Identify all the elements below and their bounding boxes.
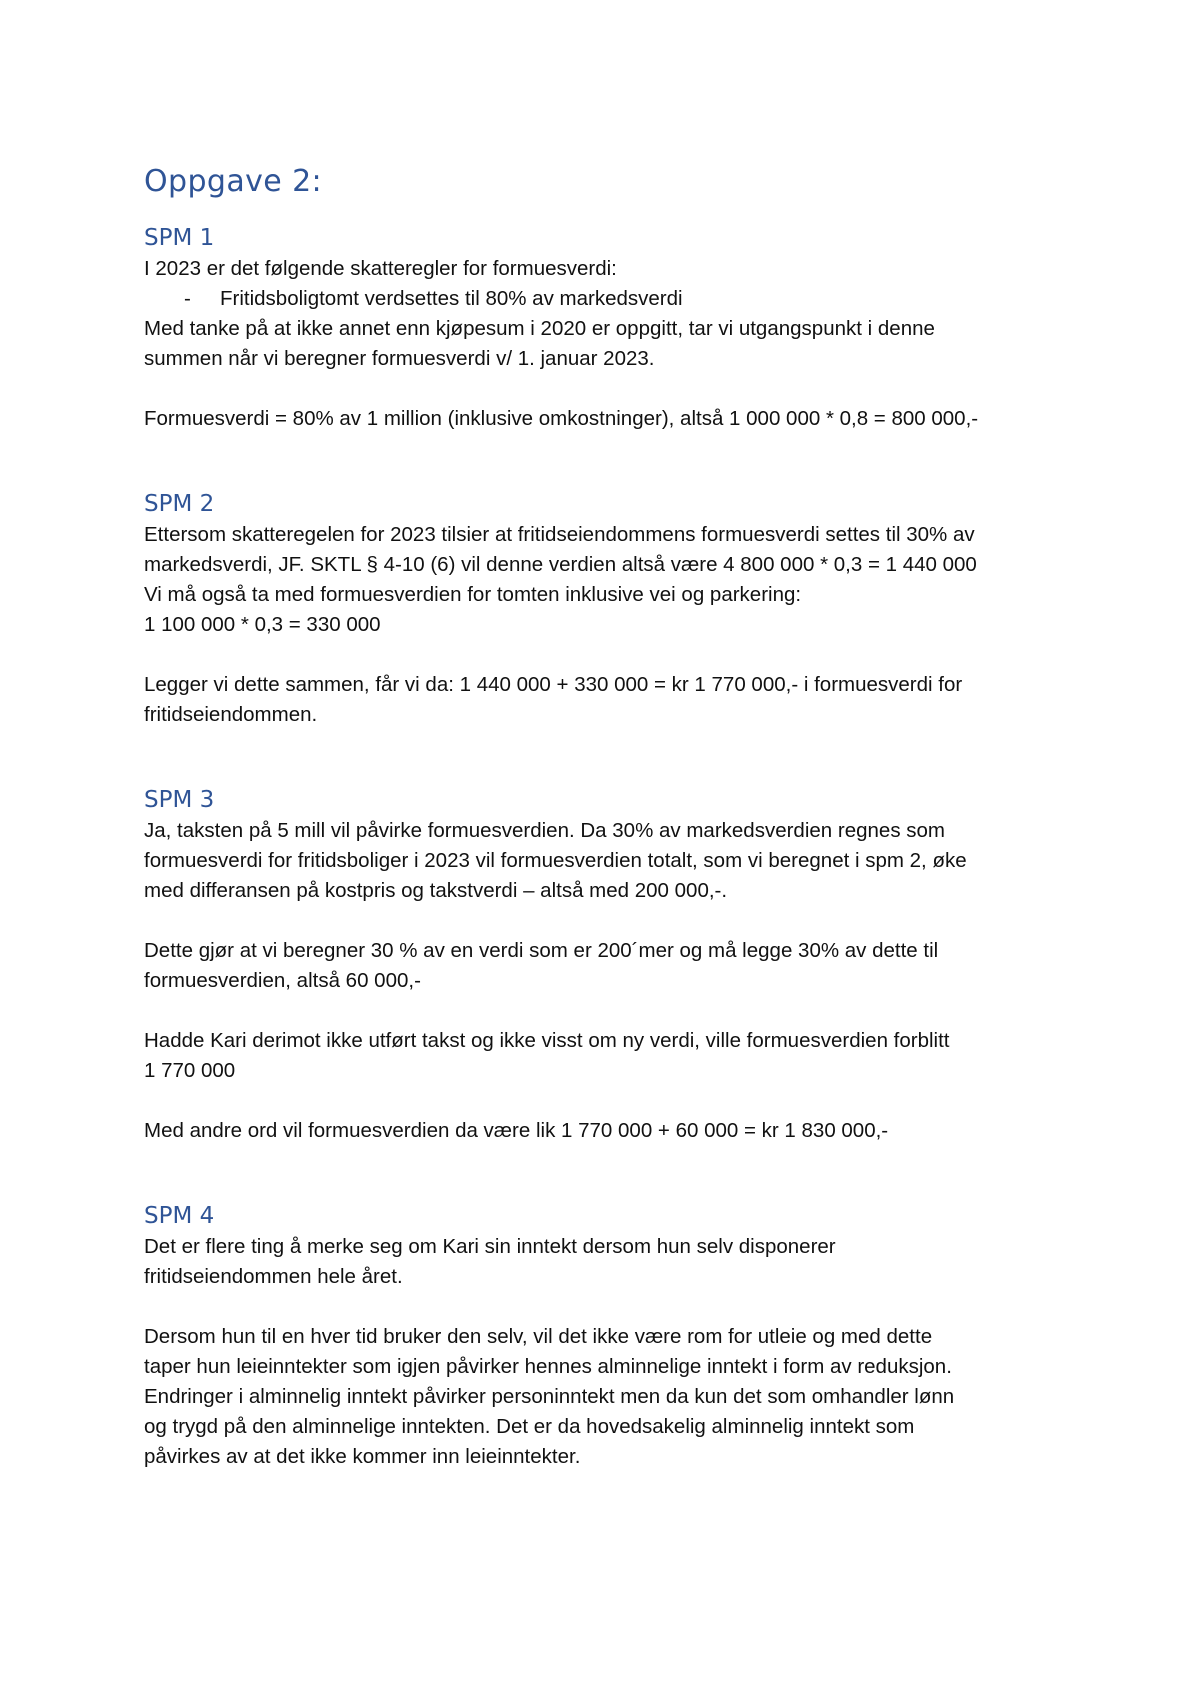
paragraph-line: Det er flere ting å merke seg om Kari sin inntekt dersom hun selv disponerer — [144, 1235, 836, 1258]
paragraph-line: Ja, taksten på 5 mill vil påvirke formuesverdien. Da 30% av markedsverdien regnes som — [144, 819, 945, 842]
paragraph-line: formuesverdi for fritidsboliger i 2023 vil formuesverdien totalt, som vi beregnet i spm 2, øke — [144, 849, 967, 872]
list-item-text: Fritidsboligtomt verdsettes til 80% av markedsverdi — [220, 287, 683, 310]
page-title: Oppgave 2: — [144, 164, 323, 199]
paragraph-line: Vi må også ta med formuesverdien for tomten inklusive vei og parkering: — [144, 583, 802, 606]
document-body — [144, 160, 1054, 1472]
bullet-dash: - — [184, 287, 191, 310]
paragraph-line: 1 100 000 * 0,3 = 330 000 — [144, 613, 381, 636]
paragraph-line: Endringer i alminnelig inntekt påvirker personinntekt men da kun det som omhandler lønn — [144, 1385, 955, 1408]
paragraph-line: fritidseiendommen. — [144, 703, 318, 726]
paragraph-line: formuesverdien, altså 60 000,- — [144, 969, 421, 992]
section-heading: SPM 3 — [144, 787, 215, 813]
paragraph-line: Formuesverdi = 80% av 1 million (inklusive omkostninger), altså 1 000 000 * 0,8 = 800 000,- — [144, 407, 979, 430]
paragraph-line: Dersom hun til en hver tid bruker den selv, vil det ikke være rom for utleie og med dette — [144, 1325, 933, 1348]
section-heading: SPM 2 — [144, 491, 215, 517]
paragraph-line: med differansen på kostpris og takstverdi – altså med 200 000,-. — [144, 879, 728, 902]
list-item — [144, 284, 1054, 314]
paragraph-line: Med tanke på at ikke annet enn kjøpesum i 2020 er oppgitt, tar vi utgangspunkt i denne — [144, 317, 935, 340]
paragraph-line: summen når vi beregner formuesverdi v/ 1. januar 2023. — [144, 347, 655, 370]
paragraph-line: Hadde Kari derimot ikke utført takst og ikke visst om ny verdi, ville formuesverdien forblitt — [144, 1029, 950, 1052]
paragraph-line: taper hun leieinntekter som igjen påvirker hennes alminnelige inntekt i form av reduksjon. — [144, 1355, 952, 1378]
section-spm1 — [144, 222, 1054, 434]
section-heading: SPM 4 — [144, 1203, 215, 1229]
paragraph-line: markedsverdi, JF. SKTL § 4-10 (6) vil denne verdien altså være 4 800 000 * 0,3 = 1 440 000 — [144, 553, 977, 576]
paragraph-line: fritidseiendommen hele året. — [144, 1265, 403, 1288]
section-spm4 — [144, 1200, 1054, 1472]
section-heading: SPM 1 — [144, 225, 215, 251]
paragraph-line: Dette gjør at vi beregner 30 % av en verdi som er 200´mer og må legge 30% av dette til — [144, 939, 939, 962]
section-spm2 — [144, 488, 1054, 730]
paragraph-line: I 2023 er det følgende skatteregler for formuesverdi: — [144, 257, 617, 280]
section-spm3 — [144, 784, 1054, 1146]
paragraph-line: og trygd på den alminnelige inntekten. Det er da hovedsakelig alminnelig inntekt som — [144, 1415, 915, 1438]
paragraph-line: Legger vi dette sammen, får vi da: 1 440 000 + 330 000 = kr 1 770 000,- i formuesverdi for — [144, 673, 963, 696]
paragraph-line: 1 770 000 — [144, 1059, 236, 1082]
paragraph-line: påvirkes av at det ikke kommer inn leieinntekter. — [144, 1445, 581, 1468]
paragraph-line: Ettersom skatteregelen for 2023 tilsier at fritidseiendommens formuesverdi settes til 30% av — [144, 523, 975, 546]
paragraph-line: Med andre ord vil formuesverdien da være lik 1 770 000 + 60 000 = kr 1 830 000,- — [144, 1119, 889, 1142]
